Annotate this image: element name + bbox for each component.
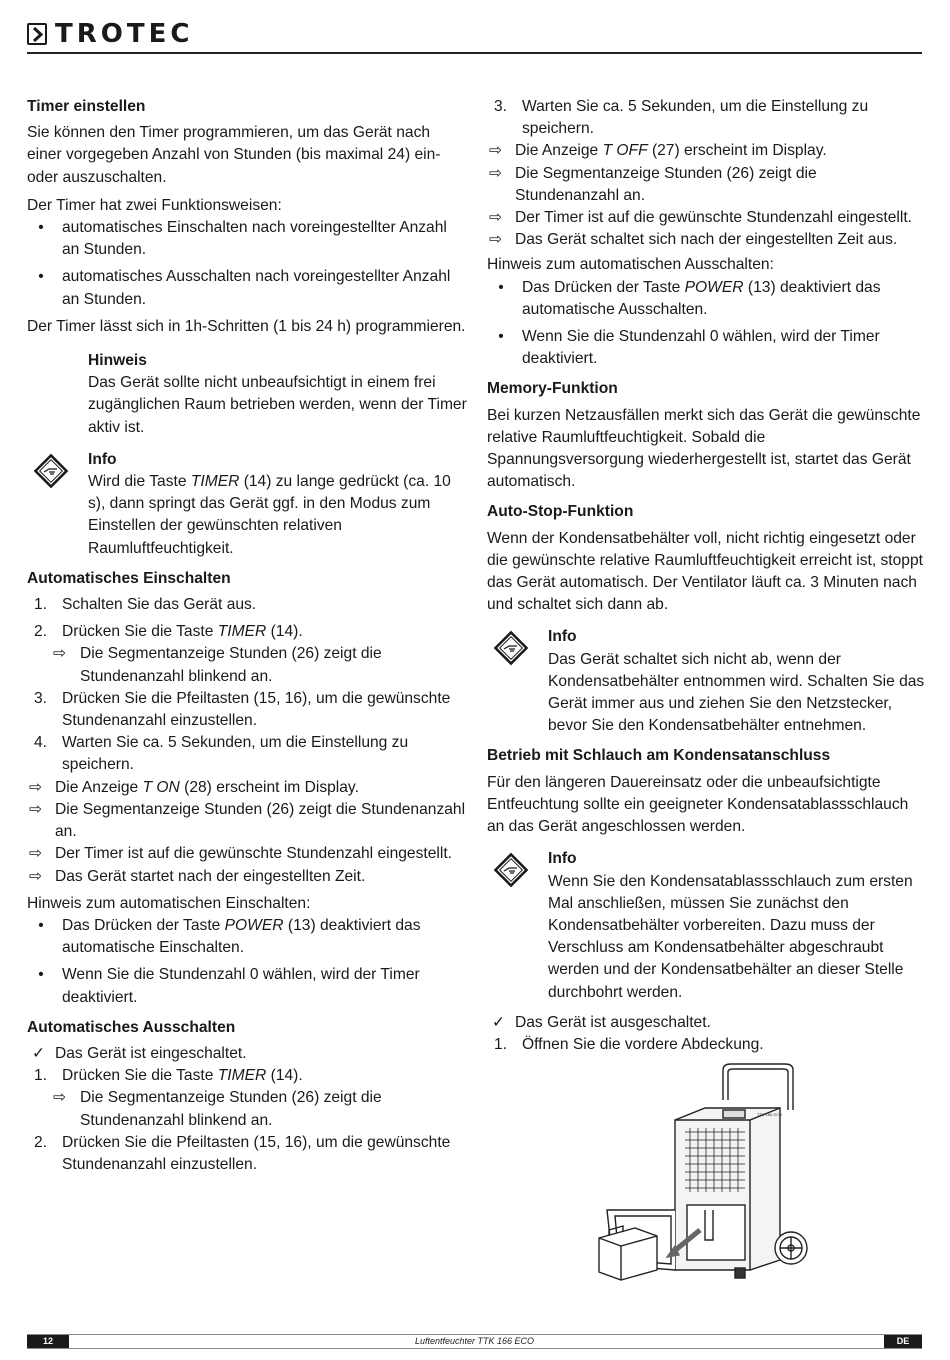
step: 1. Öffnen Sie die vordere Abdeckung. xyxy=(493,1035,764,1053)
result-arrow-icon: ⇨ xyxy=(29,845,43,863)
bullet-icon: • xyxy=(38,268,44,286)
list-item: • automatisches Ausschalten nach voreingestellter Anzahl an Stunden. xyxy=(27,266,467,310)
language-tag: DE xyxy=(884,1335,922,1348)
result-arrow-icon: ⇨ xyxy=(53,1089,67,1107)
result-item: ⇨ Die Anzeige T OFF (27) erscheint im Display. xyxy=(487,140,925,162)
paragraph: Hinweis zum automatischen Ausschalten: xyxy=(487,256,774,274)
bullet-icon: • xyxy=(38,219,44,237)
step: 4. Warten Sie ca. 5 Sekunden, um die Einstellung zu speichern. xyxy=(33,734,409,774)
result-item: ⇨ Die Anzeige T ON (28) erscheint im Display. xyxy=(27,777,467,799)
result-item: ⇨ Die Segmentanzeige Stunden (26) zeigt die Stundenanzahl blinkend an. xyxy=(53,1089,382,1129)
paragraph: Wenn der Kondensatbehälter voll, nicht richtig eingesetzt oder die gewünschte relative Raumluftfeuchtigkeit erreicht ist, stoppt das Gerät automatisch. Der Ventilator läuft ca. 3 Minuten nach und schaltet sich dann ab. xyxy=(487,529,923,614)
result-item: ⇨ Das Gerät schaltet sich nach der eingestellten Zeit aus. xyxy=(487,229,925,251)
info-box xyxy=(27,449,467,560)
page-number: 12 xyxy=(27,1335,69,1348)
paragraph: Sie können den Timer programmieren, um das Gerät nach einer vorgegeben Anzahl von Stunden (bis maximal 24) ein- oder auszuschalten. xyxy=(27,124,441,186)
section-title-ausschalten: Automatisches Ausschalten xyxy=(27,1018,236,1036)
result-arrow-icon: ⇨ xyxy=(29,778,43,796)
precondition-item: ✓ Das Gerät ist eingeschaltet. xyxy=(27,1043,467,1065)
list-item: • Das Drücken der Taste POWER (13) deaktiviert das automatische Einschalten. xyxy=(27,915,467,959)
hint-title: Hinweis xyxy=(88,352,147,370)
check-icon: ✓ xyxy=(492,1013,506,1031)
list-item: • Wenn Sie die Stundenzahl 0 wählen, wird der Timer deaktiviert. xyxy=(27,964,467,1008)
result-item: ⇨ Die Segmentanzeige Stunden (26) zeigt die Stundenanzahl an. xyxy=(29,800,466,841)
device-label: TTK 166 ECO xyxy=(757,1112,783,1117)
check-icon: ✓ xyxy=(32,1044,46,1062)
list-item: • Wenn Sie die Stundenzahl 0 wählen, wird der Timer deaktiviert. xyxy=(487,326,925,370)
bullet-icon: • xyxy=(498,278,504,296)
page-footer xyxy=(27,1334,922,1349)
result-arrow-icon: ⇨ xyxy=(29,867,43,885)
step: 2. Drücken Sie die Pfeiltasten (15, 16), um die gewünschte Stundenanzahl einzustellen. xyxy=(33,1133,451,1173)
paragraph: Der Timer lässt sich in 1h-Schritten (1 bis 24 h) programmieren. xyxy=(27,317,466,335)
bullet-icon: • xyxy=(498,328,504,346)
info-title: Info xyxy=(88,450,117,468)
hint-box xyxy=(88,350,467,439)
header-rule xyxy=(27,52,922,54)
bullet-icon: • xyxy=(38,966,44,984)
result-item: ⇨ Der Timer ist auf die gewünschte Stundenzahl eingestellt. xyxy=(487,207,925,229)
right-column xyxy=(487,96,925,1061)
hint-text: Das Gerät sollte nicht unbeaufsichtigt in einem frei zugänglichen Raum betrieben werden, wenn der Timer aktiv ist. xyxy=(88,374,467,436)
result-item: ⇨ Die Segmentanzeige Stunden (26) zeigt die Stundenanzahl blinkend an. xyxy=(53,645,382,685)
left-column xyxy=(27,96,467,1181)
info-text: Das Gerät schaltet sich nicht ab, wenn der Kondensatbehälter entnommen wird. Schalten Sie das Gerät immer aus und ziehen Sie den Netzstecker, bevor Sie den Kondensatbehälter entnehmen. xyxy=(548,650,925,735)
precondition-item: ✓ Das Gerät ist ausgeschaltet. xyxy=(487,1012,925,1034)
info-text: Wird die Taste TIMER (14) zu lange gedrückt (ca. 10 s), dann springt das Gerät ggf. in den Modus zum Einstellen der gewünschten relativen Raumluftfeuchtigkeit. xyxy=(88,473,451,557)
info-title: Info xyxy=(548,850,577,868)
paragraph: Für den längeren Dauereinsatz oder die unbeaufsichtigte Entfeuchtung sollte ein geeigneter Kondensatablassschlauch an das Gerät angeschlossen werden. xyxy=(487,773,909,836)
result-item: ⇨ Das Gerät startet nach der eingestellten Zeit. xyxy=(27,866,467,888)
paragraph: Bei kurzen Netzausfällen merkt sich das Gerät die gewünschte relative Raumluftfeuchtigkeit. Sobald die Spannungsversorgung wiederhergestellt ist, startet das Gerät automatisch. xyxy=(487,406,921,491)
section-title-memory: Memory-Funktion xyxy=(487,380,618,398)
paragraph: Hinweis zum automatischen Einschalten: xyxy=(27,894,311,912)
step: 1. Drücken Sie die Taste TIMER (14). xyxy=(33,1067,303,1085)
section-title-timer: Timer einstellen xyxy=(27,98,146,115)
result-arrow-icon: ⇨ xyxy=(53,645,67,663)
info-hand-icon xyxy=(493,630,529,673)
section-title-hose: Betrieb mit Schlauch am Kondensatanschluss xyxy=(487,747,831,765)
result-arrow-icon: ⇨ xyxy=(489,164,503,182)
dehumidifier-illustration xyxy=(595,1060,820,1286)
step: 3. Drücken Sie die Pfeiltasten (15, 16), um die gewünschte Stundenanzahl einzustellen. xyxy=(33,689,451,730)
result-item: ⇨ Der Timer ist auf die gewünschte Stundenzahl eingestellt. xyxy=(27,843,467,865)
result-arrow-icon: ⇨ xyxy=(489,142,503,160)
result-arrow-icon: ⇨ xyxy=(489,231,503,249)
brand-name: TROTEC xyxy=(55,19,194,49)
bullet-icon: • xyxy=(38,916,44,934)
result-arrow-icon: ⇨ xyxy=(489,209,503,227)
result-arrow-icon: ⇨ xyxy=(29,800,43,818)
info-box xyxy=(487,848,925,1003)
info-text: Wenn Sie den Kondensatablassschlauch zum ersten Mal anschließen, müssen Sie zunächst den Kondensatbehälter vorbereiten. Dazu muss der Verschluss am Kondensatbehälter abgeschraubt werden und der Kondensatbehälter an dieser Stelle durchbohrt werden. xyxy=(548,872,913,1001)
step: 3. Warten Sie ca. 5 Sekunden, um die Einstellung zu speichern. xyxy=(493,98,869,138)
info-hand-icon xyxy=(33,453,69,496)
info-hand-icon xyxy=(493,852,529,895)
brand-logo xyxy=(27,20,193,48)
chevron-right-icon xyxy=(27,23,47,45)
paragraph: Der Timer hat zwei Funktionsweisen: xyxy=(27,196,282,214)
step: 2. Drücken Sie die Taste TIMER (14). xyxy=(33,623,303,641)
list-item: • automatisches Einschalten nach voreingestellter Anzahl an Stunden. xyxy=(27,217,467,261)
result-item: ⇨ Die Segmentanzeige Stunden (26) zeigt die Stundenanzahl an. xyxy=(489,164,817,204)
info-box xyxy=(487,626,925,737)
info-title: Info xyxy=(548,628,577,646)
section-title-auto-stop: Auto-Stop-Funktion xyxy=(487,503,634,521)
footer-title: Luftentfeuchter TTK 166 ECO xyxy=(414,1336,535,1346)
section-title-einschalten: Automatisches Einschalten xyxy=(27,569,231,587)
list-item: • Das Drücken der Taste POWER (13) deaktiviert das automatische Ausschalten. xyxy=(487,277,925,321)
step: 1. Schalten Sie das Gerät aus. xyxy=(33,596,257,614)
